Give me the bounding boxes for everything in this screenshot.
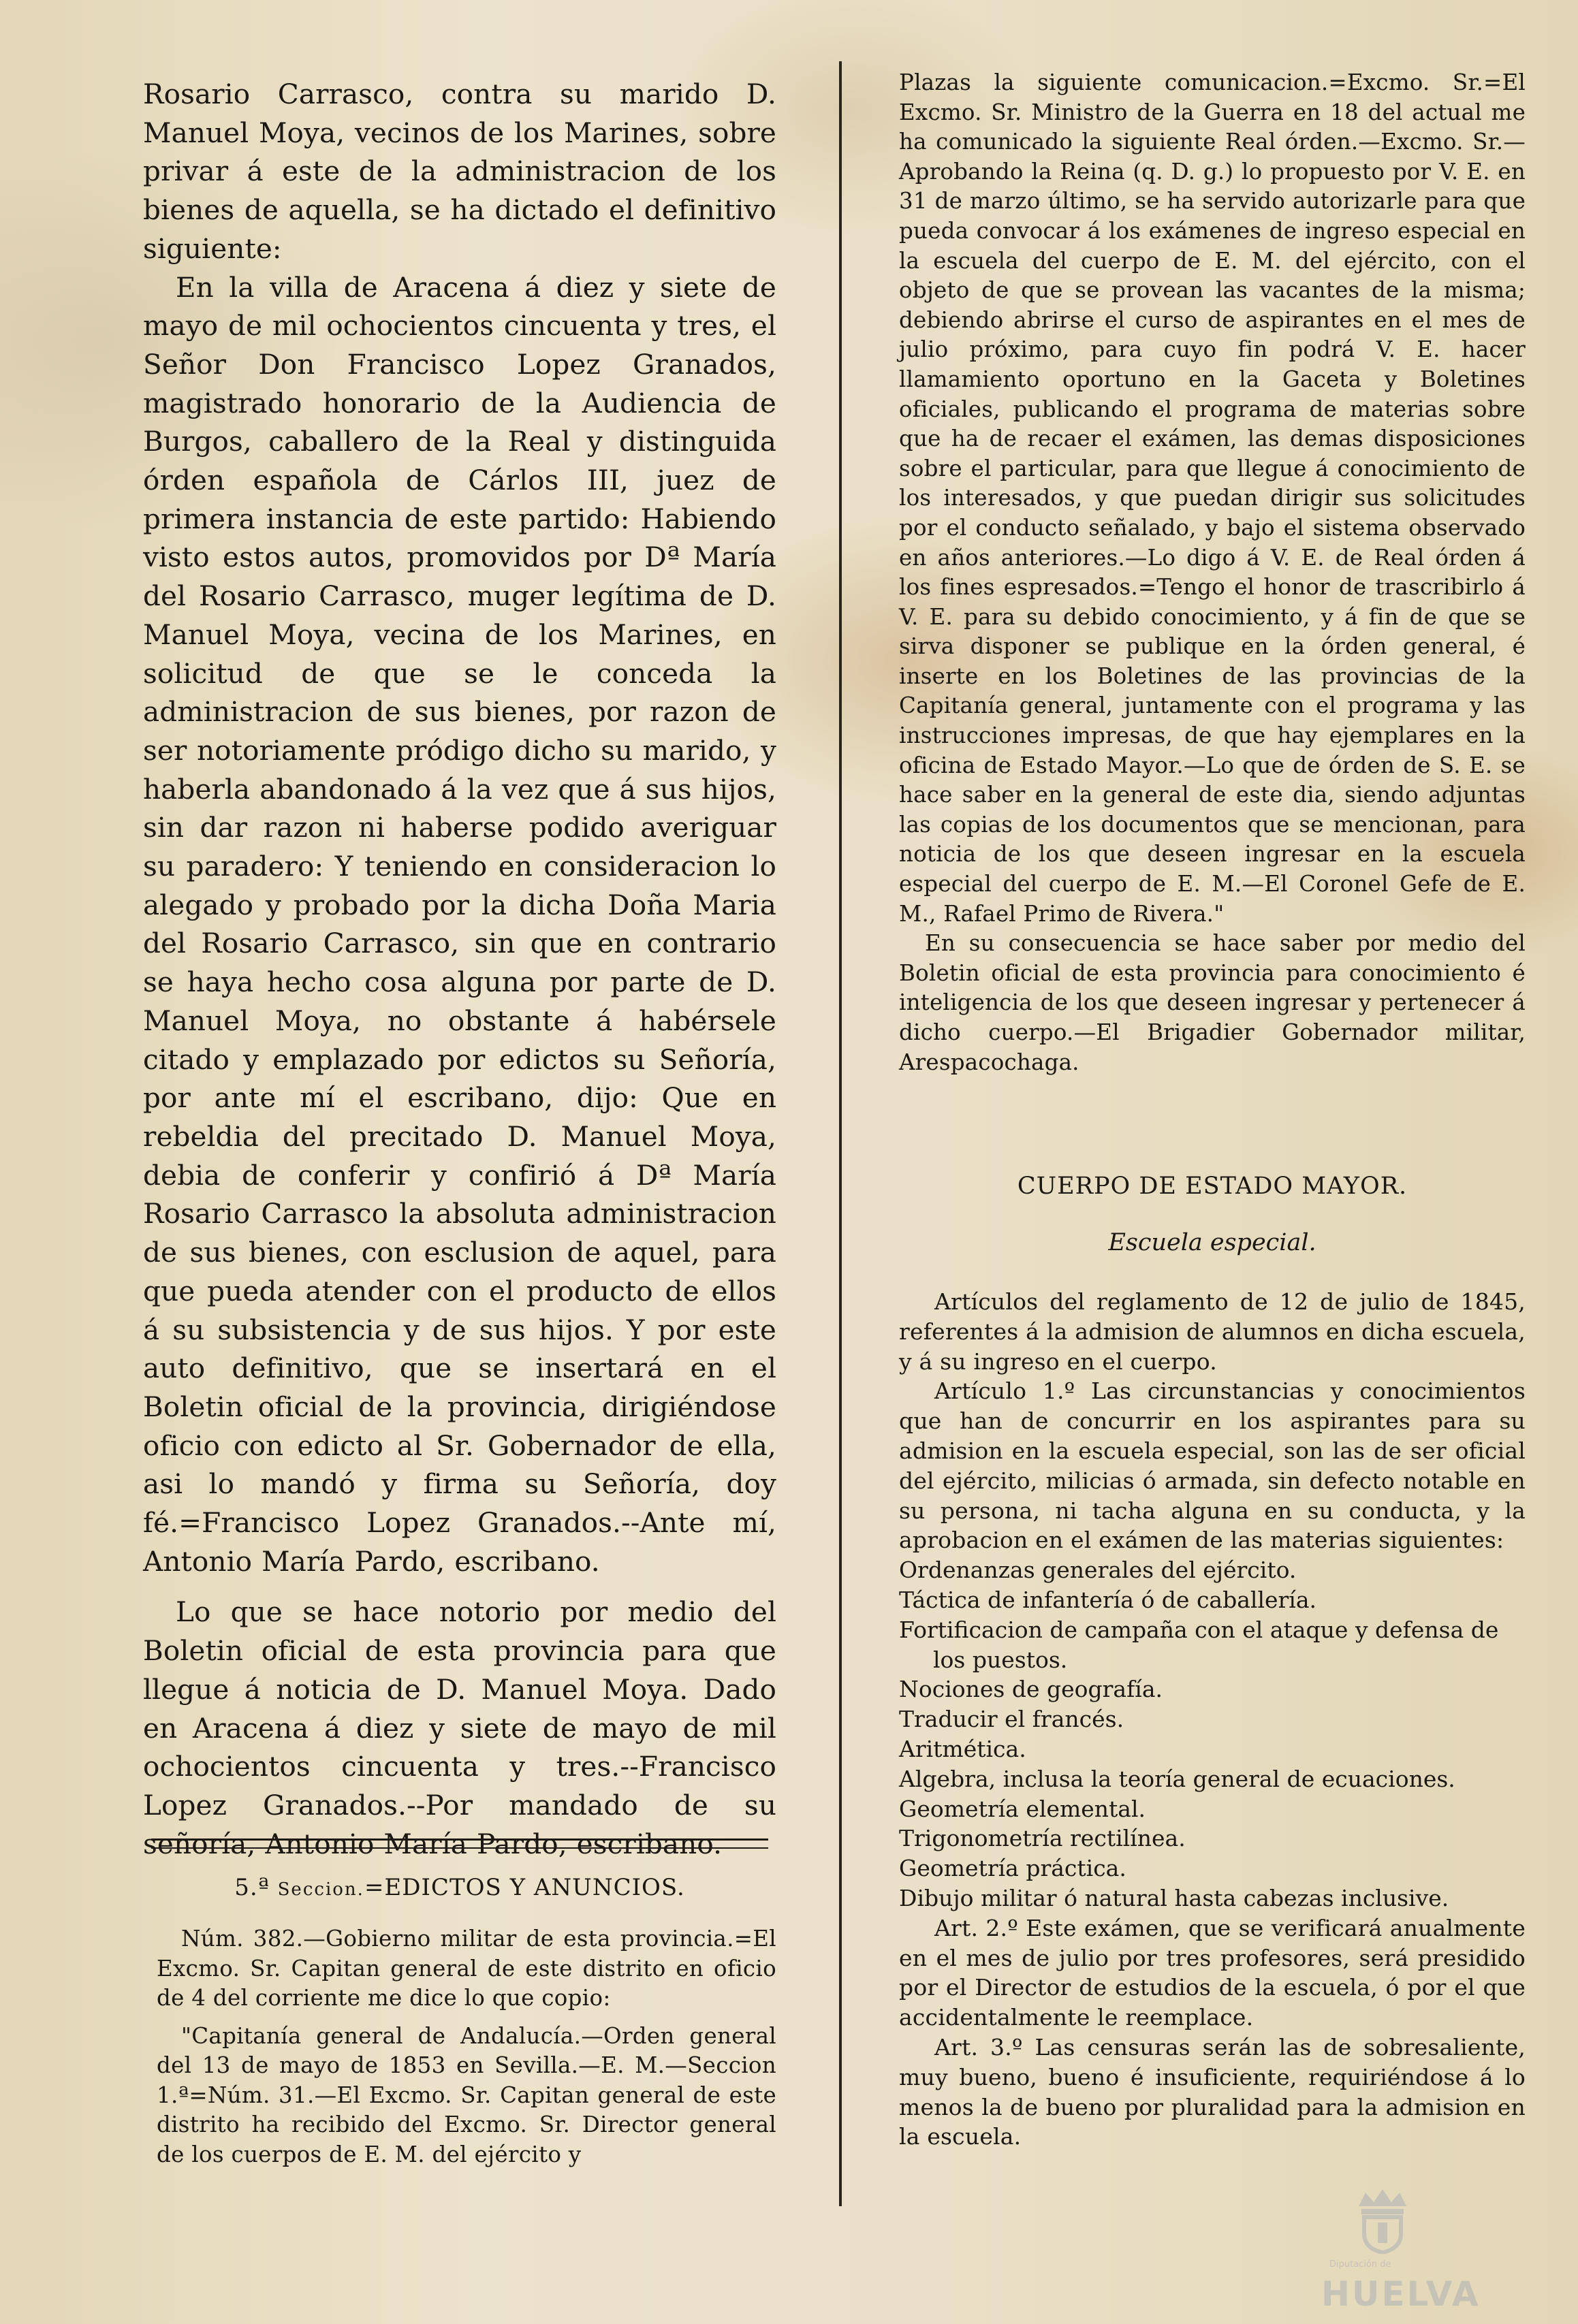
- article-1: Artículo 1.º Las circunstancias y conocimientos que han de concurrir en los aspirantes para su admision en la escuela especial, son las de ser oficial del ejército, milicias ó armada, sin defecto notable en su persona, ni tacha alguna en su conducta, y la aprobacion en el exámen de las materias siguientes:: [899, 1378, 1526, 1554]
- articles-block: [899, 1287, 1526, 2152]
- subject-item: Fortificacion de campaña con el ataque y defensa de los puestos.: [899, 1616, 1499, 1673]
- section-rule: [151, 1838, 768, 1849]
- section-title: =EDICTOS Y ANUNCIOS.: [364, 1874, 685, 1901]
- watermark-word: HUELVA: [1321, 2274, 1481, 2314]
- cuerpo-heading: CUERPO DE ESTADO MAYOR.: [1017, 1173, 1408, 1200]
- escuela-subheading: Escuela especial.: [1108, 1229, 1316, 1256]
- subject-item: Táctica de infantería ó de caballería.: [899, 1586, 1317, 1613]
- section-number: 5.ª: [234, 1874, 270, 1901]
- crown-shield-icon: [1352, 2186, 1413, 2254]
- subject-list: [899, 1555, 1526, 1913]
- right-paragraph-1: Plazas la siguiente comunicacion.=Excmo. Sr.=El Excmo. Sr. Ministro de la Guerra en 18 del actual me ha comunicado la siguiente Real órden.—Excmo. Sr.—Aprobando la Reina (q. D. g.) lo propuesto por V. E. en 31 de marzo último, se ha servido autorizarle para que pueda convocar á los exámenes de ingreso especial en la escuela del cuerpo de E. M. del ejército, con el objeto de que se provean las vacantes de la misma; debiendo abrirse el curso de aspirantes en el mes de julio próximo, para cuyo fin podrá V. E. hacer llamamiento oportuno en la Gaceta y Boletines oficiales, publicando el programa de materias sobre que ha de recaer el exámen, las demas disposiciones sobre el particular, para que llegue á conocimiento de los interesados, y que puedan dirigir sus solicitudes por el conducto señalado, y bajo el sistema observado en años anteriores.—Lo digo á V. E. de Real órden á los fines espresados.=Tengo el honor de trascribirlo á V. E. para su debido conocimiento, y á fin de que se sirva disponer se publique en la órden general, é inserte en los Boletines de las provincias de la Capitanía general, juntamente con el programa y las instrucciones impresas, de que hay ejemplares en la oficina de Estado Mayor.—Lo que de órden de S. E. se hace saber en la general de este dia, siendo adjuntas las copias de los documentos que se mencionan, para noticia de los que deseen ingresar en la escuela especial del cuerpo de E. M.—El Coronel Gefe de E. M., Rafael Primo de Rivera.": [899, 69, 1526, 927]
- articles-intro: Artículos del reglamento de 12 de julio de 1845, referentes á la admision de alumnos en dicha escuela, y á su ingreso en el cuerpo.: [899, 1288, 1526, 1375]
- subject-item: Trigonometría rectilínea.: [899, 1825, 1186, 1852]
- notice-block: [157, 1924, 776, 2178]
- left-column: [143, 75, 776, 1863]
- subject-item: Nociones de geografía.: [899, 1676, 1163, 1703]
- section-heading: [143, 1874, 776, 1901]
- article-3: Art. 3.º Las censuras serán las de sobresaliente, muy bueno, bueno é insuficiente, requiriéndose á lo menos la de bueno por pluralidad para la admision en la escuela.: [899, 2033, 1526, 2150]
- left-paragraph-2: En la villa de Aracena á diez y siete de mayo de mil ochocientos cincuenta y tres, el Señor Don Francisco Lopez Granados, magistrado honorario de la Audiencia de Burgos, caballero de la Real y distinguida órden española de Cárlos III, juez de primera instancia de este partido: Habiendo visto estos autos, promovidos por Dª María del Rosario Carrasco, muger legítima de D. Manuel Moya, vecina de los Marines, en solicitud de que se le conceda la administracion de sus bienes, por razon de ser notoriamente pródigo dicho su marido, y haberla abandonado á la vez que á sus hijos, sin dar razon ni haberse podido averiguar su paradero: Y teniendo en consideracion lo alegado y probado por la dicha Doña Maria del Rosario Carrasco, sin que en contrario se haya hecho cosa alguna por parte de D. Manuel Moya, no obstante á habérsele citado y emplazado por edictos su Señoría, por ante mí el escribano, dijo: Que en rebeldia del precitado D. Manuel Moya, debia de conferir y confirió á Dª María Rosario Carrasco la absoluta administracion de sus bienes, con esclusion de aquel, para que pueda atender con el producto de ellos á su subsistencia y de sus hijos. Y por este auto definitivo, que se insertará en el Boletin oficial de la provincia, dirigiéndose oficio con edicto al Sr. Gobernador de ella, asi lo mandó y firma su Señoría, doy fé.=Francisco Lopez Granados.--Ante mí, Antonio María Pardo, escribano.: [143, 270, 776, 1578]
- notice-paragraph-1: Núm. 382.—Gobierno militar de esta provincia.=El Excmo. Sr. Capitan general de este distrito en oficio de 4 del corriente me dice lo que copio:: [157, 1926, 776, 2011]
- subject-item: Ordenanzas generales del ejército.: [899, 1557, 1297, 1584]
- left-paragraph-3: Lo que se hace notorio por medio del Boletin oficial de esta provincia para que llegue á noticia de D. Manuel Moya. Dado en Aracena á diez y siete de mayo de mil ochocientos cincuenta y tres.--Francisco Lopez Granados.--Por mandado de su señoría, Antonio María Pardo, escribano.: [143, 1595, 776, 1860]
- subject-item: Geometría práctica.: [899, 1855, 1126, 1882]
- subject-item: Dibujo militar ó natural hasta cabezas inclusive.: [899, 1884, 1449, 1911]
- article-2: Art. 2.º Este exámen, que se verificará anualmente en el mes de julio por tres profesores, será presidido por el Director de estudios de la escuela, ó por el que accidentalmente le reemplace.: [899, 1914, 1526, 2031]
- section-word: Seccion.: [277, 1879, 364, 1900]
- subject-item: Geometría elemental.: [899, 1795, 1146, 1822]
- subject-item: Aritmética.: [899, 1735, 1026, 1762]
- left-paragraph-1: Rosario Carrasco, contra su marido D. Manuel Moya, vecinos de los Marines, sobre privar á este de la administracion de los bienes de aquella, se ha dictado el definitivo siguiente:: [143, 78, 776, 265]
- column-divider: [839, 61, 842, 2206]
- huelva-watermark: [1294, 2186, 1481, 2315]
- notice-paragraph-2: "Capitanía general de Andalucía.—Orden general del 13 de mayo de 1853 en Sevilla.—E. M.—Seccion 1.ª=Núm. 31.—El Excmo. Sr. Capitan general de este distrito ha recibido del Excmo. Sr. Director general de los cuerpos de E. M. del ejército y: [157, 2022, 776, 2167]
- watermark-small-text: Diputación de: [1329, 2259, 1391, 2270]
- right-column: [899, 68, 1526, 1077]
- right-paragraph-2: En su consecuencia se hace saber por medio del Boletin oficial de esta provincia para conocimiento é inteligencia de los que deseen ingresar y pertenecer á dicho cuerpo.—El Brigadier Gobernador militar, Arespacochaga.: [899, 930, 1526, 1075]
- subject-item: Algebra, inclusa la teoría general de ecuaciones.: [899, 1765, 1455, 1792]
- subject-item: Traducir el francés.: [899, 1706, 1124, 1733]
